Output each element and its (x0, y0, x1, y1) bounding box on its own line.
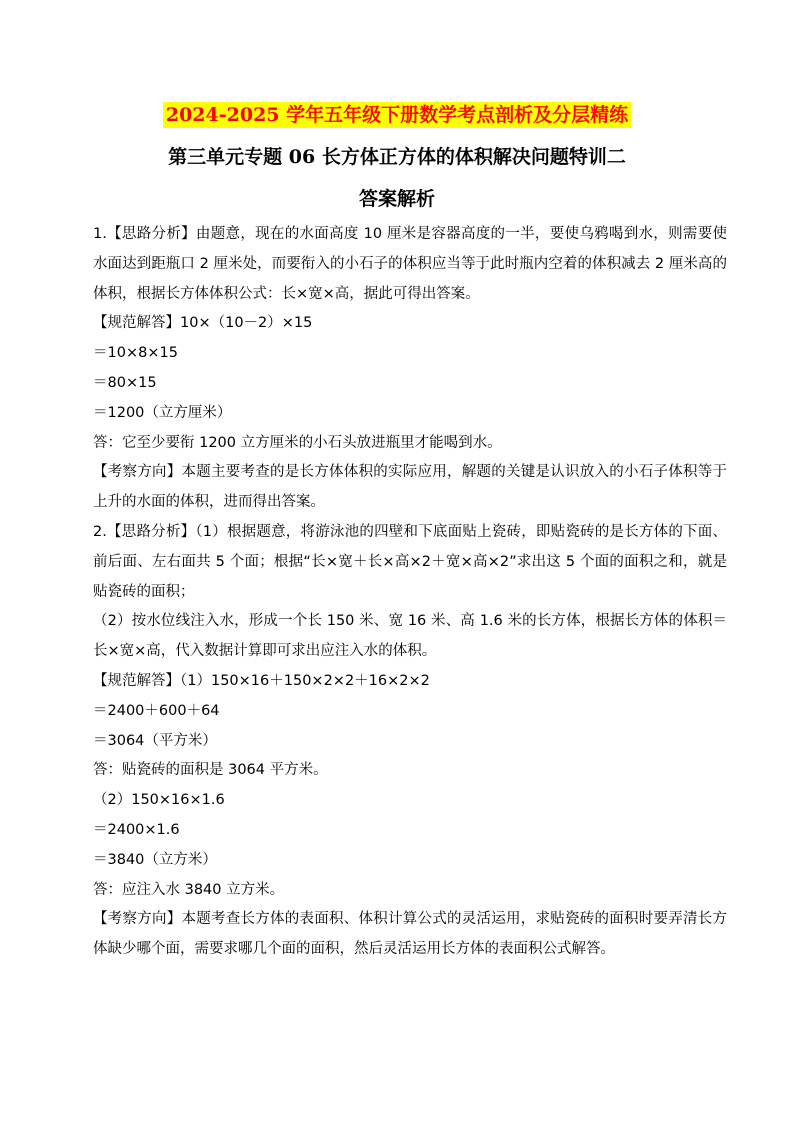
document-title: 2024-2025 学年五年级下册数学考点剖析及分层精练 (163, 102, 631, 128)
q1-analysis-label: 1.【思路分析】 (93, 226, 196, 242)
q2-step: ＝3064（平方米） (93, 732, 217, 749)
q2-analysis-text: （1）根据题意，将游泳池的四壁和下底面贴上瓷砖，即贴瓷砖的是长方体的下面、前后面、左右面共 5 个面；根据“长×宽＋长×高×2＋宽×高×2”求出这 5 个面的面积之和，就是贴瓷砖的面积； (93, 523, 727, 600)
q1-direction-label: 【考察方向】 (93, 464, 182, 481)
q2-direction (93, 905, 727, 965)
q1-solution-expr: 10×（10－2）×15 (180, 315, 313, 332)
q1-step: ＝80×15 (93, 374, 157, 391)
q2-direction-label: 【考察方向】 (93, 911, 182, 928)
answer-content (93, 220, 727, 965)
q2-direction-text: 本题考查长方体的表面积、体积计算公式的灵活运用，求贴瓷砖的面积时要弄清长方体缺少哪个面，需要求哪几个面的面积，然后灵活运用长方体的表面积公式解答。 (93, 911, 727, 958)
q2-solution (93, 667, 727, 697)
document-subtitle: 第三单元专题 06 长方体正方体的体积解决问题特训二 (168, 146, 626, 168)
q2-answer: 答：贴瓷砖的面积是 3064 平方米。 (93, 762, 328, 779)
q2-analysis-label: 2.【思路分析】 (93, 523, 196, 540)
q1-step: ＝1200（立方厘米） (93, 404, 232, 421)
q1-answer: 答：它至少要衔 1200 立方厘米的小石头放进瓶里才能喝到水。 (93, 434, 502, 451)
q2-solution-expr: （1）150×16＋150×2×2＋16×2×2 (180, 672, 430, 689)
q2-step: ＝2400×1.6 (93, 821, 180, 838)
q2-analysis (93, 518, 727, 607)
q2-analysis-part2: （2）按水位线注入水，形成一个长 150 米、宽 16 米、高 1.6 米的长方体，根据长方体的体积＝长×宽×高，代入数据计算即可求出应注入水的体积。 (93, 613, 727, 660)
q1-solution-label: 【规范解答】 (93, 315, 180, 332)
q2-part2-expr: （2）150×16×1.6 (93, 792, 225, 809)
q1-analysis-text: 由题意，现在的水面高度 10 厘米是容器高度的一半，要使乌鸦喝到水，则需要使水面达到距瓶口 2 厘米处，而要衔入的小石子的体积应当等于此时瓶内空着的体积减去 2 厘米高的体积，根据长方体体积公式：长×宽×高，据此可得出答案。 (93, 226, 727, 302)
q1-solution (93, 309, 727, 339)
q2-step: ＝3840（立方米） (93, 851, 217, 868)
q2-answer: 答：应注入水 3840 立方米。 (93, 881, 285, 898)
q2-step: ＝2400＋600＋64 (93, 702, 220, 719)
q1-analysis (93, 220, 727, 309)
q2-solution-label: 【规范解答】 (93, 672, 180, 689)
title-container (0, 102, 794, 128)
q1-direction (93, 458, 727, 518)
q1-step: ＝10×8×15 (93, 345, 178, 362)
q1-direction-text: 本题主要考查的是长方体体积的实际应用，解题的关键是认识放入的小石子体积等于上升的水面的体积，进而得出答案。 (93, 464, 727, 511)
section-heading: 答案解析 (358, 188, 435, 210)
